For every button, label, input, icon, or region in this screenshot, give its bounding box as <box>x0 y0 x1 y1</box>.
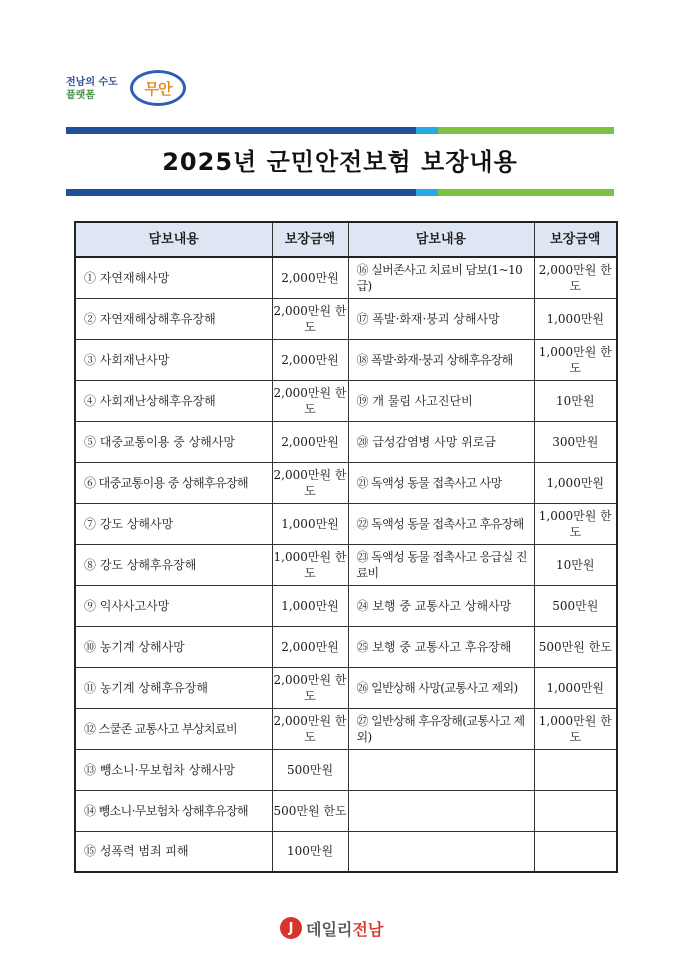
bar-segment-navy <box>66 127 416 134</box>
coverage-amount: 1,000만원 한도 <box>534 339 617 380</box>
logo-slogan-line1: 전남의 수도 <box>66 77 118 88</box>
coverage-item: ㉕ 보행 중 교통사고 후유장해 <box>348 626 534 667</box>
coverage-item: ㉗ 일반상해 후유장해(교통사고 제외) <box>348 708 534 749</box>
table-row <box>75 626 617 667</box>
coverage-amount: 1,000만원 <box>534 462 617 503</box>
coverage-item-empty <box>348 749 534 790</box>
table-row <box>75 708 617 749</box>
table-row <box>75 380 617 421</box>
coverage-item: ⑦ 강도 상해사망 <box>75 503 272 544</box>
header-amount-left: 보장금액 <box>272 222 348 257</box>
table-row <box>75 544 617 585</box>
bar-segment-cyan <box>416 127 438 134</box>
coverage-item: ⑧ 강도 상해후유장해 <box>75 544 272 585</box>
coverage-item: ⑭ 뺑소니·무보험차 상해후유장해 <box>75 790 272 831</box>
header-amount-right: 보장금액 <box>534 222 617 257</box>
table-row <box>75 298 617 339</box>
table-row <box>75 421 617 462</box>
coverage-amount: 2,000만원 한도 <box>272 667 348 708</box>
bar-segment-navy <box>66 189 416 196</box>
table-row <box>75 585 617 626</box>
coverage-item-empty <box>348 790 534 831</box>
publisher-name-gray: 데일리 <box>306 919 353 939</box>
table-row <box>75 667 617 708</box>
coverage-item: ⑯ 실버존사고 치료비 담보(1~10급) <box>348 257 534 298</box>
header-item-right: 담보내용 <box>348 222 534 257</box>
coverage-amount-empty <box>534 790 617 831</box>
coverage-item: ⑰ 폭발·화재·붕괴 상해사망 <box>348 298 534 339</box>
coverage-amount: 2,000만원 한도 <box>272 708 348 749</box>
coverage-item: ㉑ 독액성 동물 접촉사고 사망 <box>348 462 534 503</box>
coverage-amount: 2,000만원 한도 <box>272 462 348 503</box>
coverage-item: ⑮ 성폭력 범죄 피해 <box>75 831 272 872</box>
coverage-amount: 500만원 <box>534 585 617 626</box>
coverage-item: ⑨ 익사사고사망 <box>75 585 272 626</box>
coverage-amount: 1,000만원 <box>534 667 617 708</box>
publisher-watermark <box>280 916 383 940</box>
logo-badge <box>130 70 186 106</box>
coverage-item: ㉔ 보행 중 교통사고 상해사망 <box>348 585 534 626</box>
coverage-item: ③ 사회재난사망 <box>75 339 272 380</box>
coverage-item: ⑥ 대중교통이용 중 상해후유장해 <box>75 462 272 503</box>
municipal-logo <box>66 68 186 112</box>
table-row <box>75 257 617 298</box>
coverage-item: ⑲ 개 물림 사고진단비 <box>348 380 534 421</box>
bar-segment-green <box>438 127 614 134</box>
coverage-item: ⑫ 스쿨존 교통사고 부상치료비 <box>75 708 272 749</box>
coverage-item: ⑩ 농기계 상해사망 <box>75 626 272 667</box>
table-header-row <box>75 222 617 257</box>
table-row <box>75 749 617 790</box>
logo-slogan-line2: 플랫폼 <box>66 90 95 101</box>
coverage-amount: 2,000만원 한도 <box>272 380 348 421</box>
coverage-item: ⑪ 농기계 상해후유장해 <box>75 667 272 708</box>
coverage-item: ④ 사회재난상해후유장해 <box>75 380 272 421</box>
coverage-amount: 1,000만원 한도 <box>272 544 348 585</box>
coverage-item: ② 자연재해상해후유장해 <box>75 298 272 339</box>
bar-segment-green <box>438 189 614 196</box>
table-row <box>75 462 617 503</box>
coverage-table <box>74 221 618 873</box>
table-row <box>75 790 617 831</box>
table-row <box>75 831 617 872</box>
table-row <box>75 503 617 544</box>
coverage-amount: 10만원 <box>534 544 617 585</box>
publisher-name-red: 전남 <box>352 919 384 939</box>
coverage-amount: 2,000만원 <box>272 626 348 667</box>
logo-badge-text: 무안 <box>144 79 172 98</box>
coverage-amount: 1,000만원 <box>272 503 348 544</box>
coverage-item: ⑱ 폭발·화재·붕괴 상해후유장해 <box>348 339 534 380</box>
coverage-amount: 1,000만원 <box>272 585 348 626</box>
coverage-amount: 10만원 <box>534 380 617 421</box>
publisher-logo-icon: J <box>280 917 302 939</box>
coverage-amount: 1,000만원 한도 <box>534 708 617 749</box>
table-row <box>75 339 617 380</box>
title-top-bar <box>66 127 614 134</box>
coverage-item: ㉓ 독액성 동물 접촉사고 응급실 진료비 <box>348 544 534 585</box>
coverage-amount: 1,000만원 <box>534 298 617 339</box>
coverage-amount: 100만원 <box>272 831 348 872</box>
coverage-item: ① 자연재해사망 <box>75 257 272 298</box>
page-title: 2025년 군민안전보험 보장내용 <box>162 148 518 176</box>
coverage-amount: 2,000만원 한도 <box>272 298 348 339</box>
coverage-item: ㉒ 독액성 동물 접촉사고 후유장해 <box>348 503 534 544</box>
header-item-left: 담보내용 <box>75 222 272 257</box>
logo-slogan <box>66 76 118 102</box>
coverage-amount: 500만원 <box>272 749 348 790</box>
coverage-item: ㉖ 일반상해 사망(교통사고 제외) <box>348 667 534 708</box>
bar-segment-cyan <box>416 189 438 196</box>
coverage-item-empty <box>348 831 534 872</box>
coverage-amount: 1,000만원 한도 <box>534 503 617 544</box>
coverage-amount: 500만원 한도 <box>272 790 348 831</box>
coverage-amount: 500만원 한도 <box>534 626 617 667</box>
coverage-amount: 2,000만원 <box>272 257 348 298</box>
publisher-name <box>306 917 383 940</box>
coverage-amount: 2,000만원 <box>272 339 348 380</box>
coverage-item: ⑬ 뺑소니·무보험차 상해사망 <box>75 749 272 790</box>
coverage-amount: 2,000만원 한도 <box>534 257 617 298</box>
coverage-amount-empty <box>534 831 617 872</box>
title-bottom-bar <box>66 189 614 196</box>
coverage-item: ⑳ 급성감염병 사망 위로금 <box>348 421 534 462</box>
coverage-amount: 300만원 <box>534 421 617 462</box>
coverage-item: ⑤ 대중교통이용 중 상해사망 <box>75 421 272 462</box>
coverage-amount-empty <box>534 749 617 790</box>
coverage-amount: 2,000만원 <box>272 421 348 462</box>
